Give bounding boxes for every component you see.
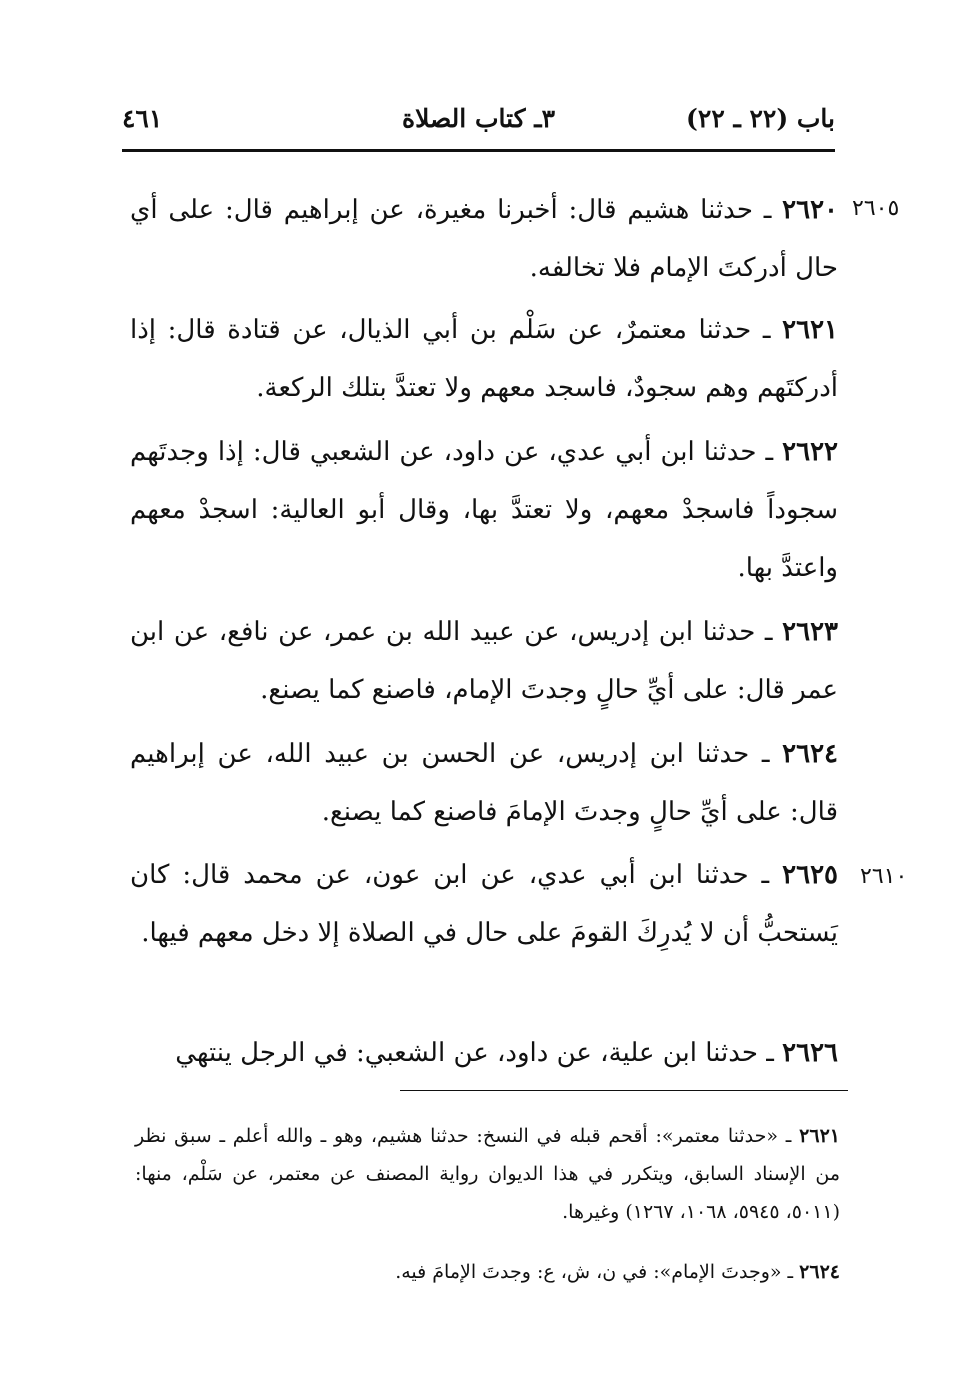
page-number: ٤٦١ — [122, 104, 163, 133]
hadith-paragraph — [130, 846, 838, 962]
hadith-text: ـ حدثنا ابن أبي عدي، عن ابن عون، عن محمد قال: كان يَستحبُّ أن لا يُدرِكَ القومَ على حال في الصلاة إلا دخل معهم فيها. — [130, 860, 838, 948]
footnote — [135, 1253, 840, 1291]
footnote — [135, 1117, 840, 1231]
book-title: ٣ـ كتاب الصلاة — [401, 104, 556, 133]
hadith-number: ٢٦٢٠ — [782, 195, 838, 225]
hadith-text: ـ حدثنا ابن إدريس، عن الحسن بن عبيد الله، عن إبراهيم قال: على أيِّ حالٍ وجدتَ الإمامَ فاصنع كما يصنع. — [130, 739, 838, 827]
chapter-heading: باب (٢٢ ـ ٢٢) — [686, 104, 835, 133]
hadith-paragraph — [130, 181, 838, 297]
margin-line-number: ٢٦١٠ — [860, 864, 908, 889]
hadith-text: ـ حدثنا هشيم قال: أخبرنا مغيرة، عن إبراهيم قال: على أي حال أدركتَ الإمام فلا تخالفه. — [130, 195, 838, 283]
footnote-text: ـ «حدثنا معتمر»: أقحم قبله في النسخ: حدثنا هشيم، وهو ـ والله أعلم ـ سبق نظر من الإسناد السابق، ويتكرر في هذا الديوان رواية المصنف عن معتمر، عن سَلْم، منها: (٥٠١١، ٥٩٤٥، ١٠٦٨، ١٢٦٧) وغيرها. — [135, 1125, 840, 1223]
hadith-paragraph — [130, 603, 838, 719]
running-header — [122, 104, 835, 144]
hadith-paragraph — [130, 725, 838, 841]
hadith-paragraph — [130, 423, 838, 597]
hadith-text: ـ حدثنا معتمرٌ، عن سَلْم بن أبي الذيال، عن قتادة قال: إذا أدركتَهم وهم سجودٌ، فاسجد معهم ولا تعتدَّ بتلك الركعة. — [130, 315, 838, 403]
footnote-text: ـ «وجدتَ الإمام»: في ن، ش، ع: وجدتَ الإمامَ فيه. — [395, 1261, 800, 1283]
hadith-paragraph — [130, 1024, 838, 1082]
hadith-text: ـ حدثنا ابن أبي عدي، عن داود، عن الشعبي قال: إذا وجدتَهم سجوداً فاسجدْ معهم، ولا تعتدَّ بها، وقال أبو العالية: اسجدْ معهم واعتدَّ بها. — [130, 437, 838, 583]
header-divider — [122, 149, 835, 152]
footnote-number: ٢٦٢١ — [799, 1125, 840, 1147]
margin-line-number: ٢٦٠٥ — [852, 196, 900, 221]
hadith-paragraph — [130, 301, 838, 417]
hadith-number: ٢٦٢٦ — [782, 1038, 838, 1068]
hadith-number: ٢٦٢٣ — [782, 617, 838, 647]
hadith-number: ٢٦٢٤ — [782, 739, 838, 769]
footnote-number: ٢٦٢٤ — [799, 1261, 840, 1283]
hadith-text: ـ حدثنا ابن علية، عن داود، عن الشعبي: في الرجل ينتهي — [175, 1038, 783, 1068]
hadith-text: ـ حدثنا ابن إدريس، عن عبيد الله بن عمر، عن نافع، عن ابن عمر قال: على أيِّ حالٍ وجدتَ الإمام، فاصنع كما يصنع. — [130, 617, 838, 705]
footnote-divider — [400, 1090, 848, 1091]
hadith-number: ٢٦٢١ — [782, 315, 838, 345]
hadith-number: ٢٦٢٢ — [782, 437, 838, 467]
hadith-number: ٢٦٢٥ — [782, 860, 838, 890]
